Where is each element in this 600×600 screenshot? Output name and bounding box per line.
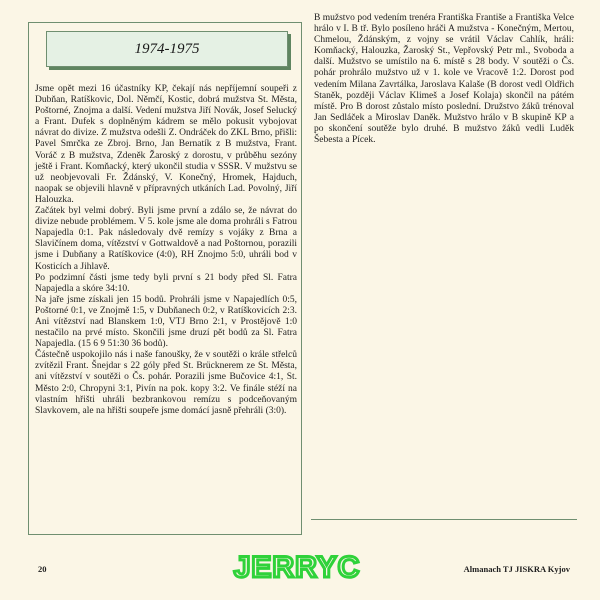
season-heading: 1974-1975 [134, 40, 200, 57]
paragraph: Po podzimní části jsme tedy byli první s 21 body před Sl. Fatra Napajedla a skóre 34:10. [35, 272, 297, 294]
left-column [35, 84, 297, 417]
heading-box [46, 31, 288, 67]
column-end-rule [311, 519, 577, 520]
paragraph: Začátek byl velmi dobrý. Byli jsme první a zdálo se, že návrat do divize nebude problémem. V 5. kole jsme ale doma prohráli s Fatrou Napajedla 0:1. Pak následovaly dvě remízy s vojáky z Brna a Slavičínem doma, vítězství v Gottwaldově a nad Poštornou, porazili jsme i Dubňany a Ratíškovice (4:0), RH Znojmo 5:0, uhráli bod v Kosticích a Jihlavě. [35, 206, 297, 272]
paragraph: Jsme opět mezi 16 účastníky KP, čekají nás nepříjemní soupeři z Dubňan, Ratíškovic, Dol. Němčí, Kostic, dobrá mužstva St. Města, Poštorné, Znojma a další. Vedení mužstva Jiří Novák, Josef Selucký a Frant. Dufek s doplněným kádrem se mělo pokusit vybojovat návrat do divize. Z mužstva odešli Z. Ondráček do ZKL Brno, přišli: Pavel Smrčka ze Zbroj. Brno, Jan Bernatík z B mužstva, Frant. Voráč z B mužstva, Zdeněk Žaroský z dorostu, v průběhu sezóny ještě i Frant. Komňacký, který ukončil studia v SSSR. V mužstvu se už neobjevovali Fr. Ždánský, V. Konečný, Hromek, Hajduch, naopak se objevili hlavně v přípravných utkáních Lad. Povolný, Jiří Halouzka. [35, 84, 297, 205]
jerryc-logo [232, 546, 362, 586]
publication-title: Almanach TJ JISKRA Kyjov [463, 564, 570, 574]
paragraph: Na jaře jsme získali jen 15 bodů. Prohráli jsme v Napajedlích 0:5, Poštorné 0:1, ve Znojmě 1:5, v Dubňanech 0:2, v Ratíškovicích 2:3. Ani vítězství nad Blanskem 1:0, VTJ Brno 2:1, v Prostějově 1:0 nestačilo na prvé místo. Skončili jsme druzí pět bodů za Sl. Fatra Napajedla. (15 6 9 51:30 36 bodů). [35, 294, 297, 350]
paragraph: B mužstvo pod vedením trenéra Františka Františe a Františka Velce hrálo v I. B tř. Bylo posíleno hráči A mužstva - Konečným, Mertou, Chmelou, Ždánským, z vojny se vrátil Václav Cahlík, hráli: Komňacký, Halouzka, Žaroský St., Vepřovský Petr ml., Svoboda a další. Mužstvo se umístilo na 6. místě s 28 body. V soutěži o Čs. pohár prohrálo mužstvo už v 1. kole ve Vracově 1:2. Dorost pod vedením Milana Zavrtálka, Jaroslava Kalaše (B dorost vedl Oldřich Staněk, později Václav Klimeš a Josef Kolaja) skončil na pátém místě. Pro B dorost zůstalo místo poslední. Družstvo žáků trénoval Jan Sedláček a Miroslav Daněk. Mužstvo hrálo v B skupině KP a po skončení soutěže bylo druhé. B mužstvo žáků vedli Luděk Šebesta a Pícek. [314, 13, 574, 146]
logo-text: JERRYC [233, 551, 361, 584]
right-column [314, 13, 574, 146]
paragraph: Částečně uspokojilo nás i naše fanoušky, že v soutěži o krále střelců zvítězil Frant. Šnejdar s 22 góly před St. Brücknerem ze St. Města, ani vítězství v soutěži o Čs. pohár. Porazili jsme Bučovice 4:1, St. Město 2:0, Chropyni 3:1, Pivín na pok. kopy 3:2. Ve finále stéží na vlastním hřišti uhráli bezbrankovou remízu s podceňovaným Slavkovem, ale na hřišti soupeře jsme domácí jasně přehráli (3:0). [35, 350, 297, 416]
page-number: 20 [38, 564, 47, 574]
